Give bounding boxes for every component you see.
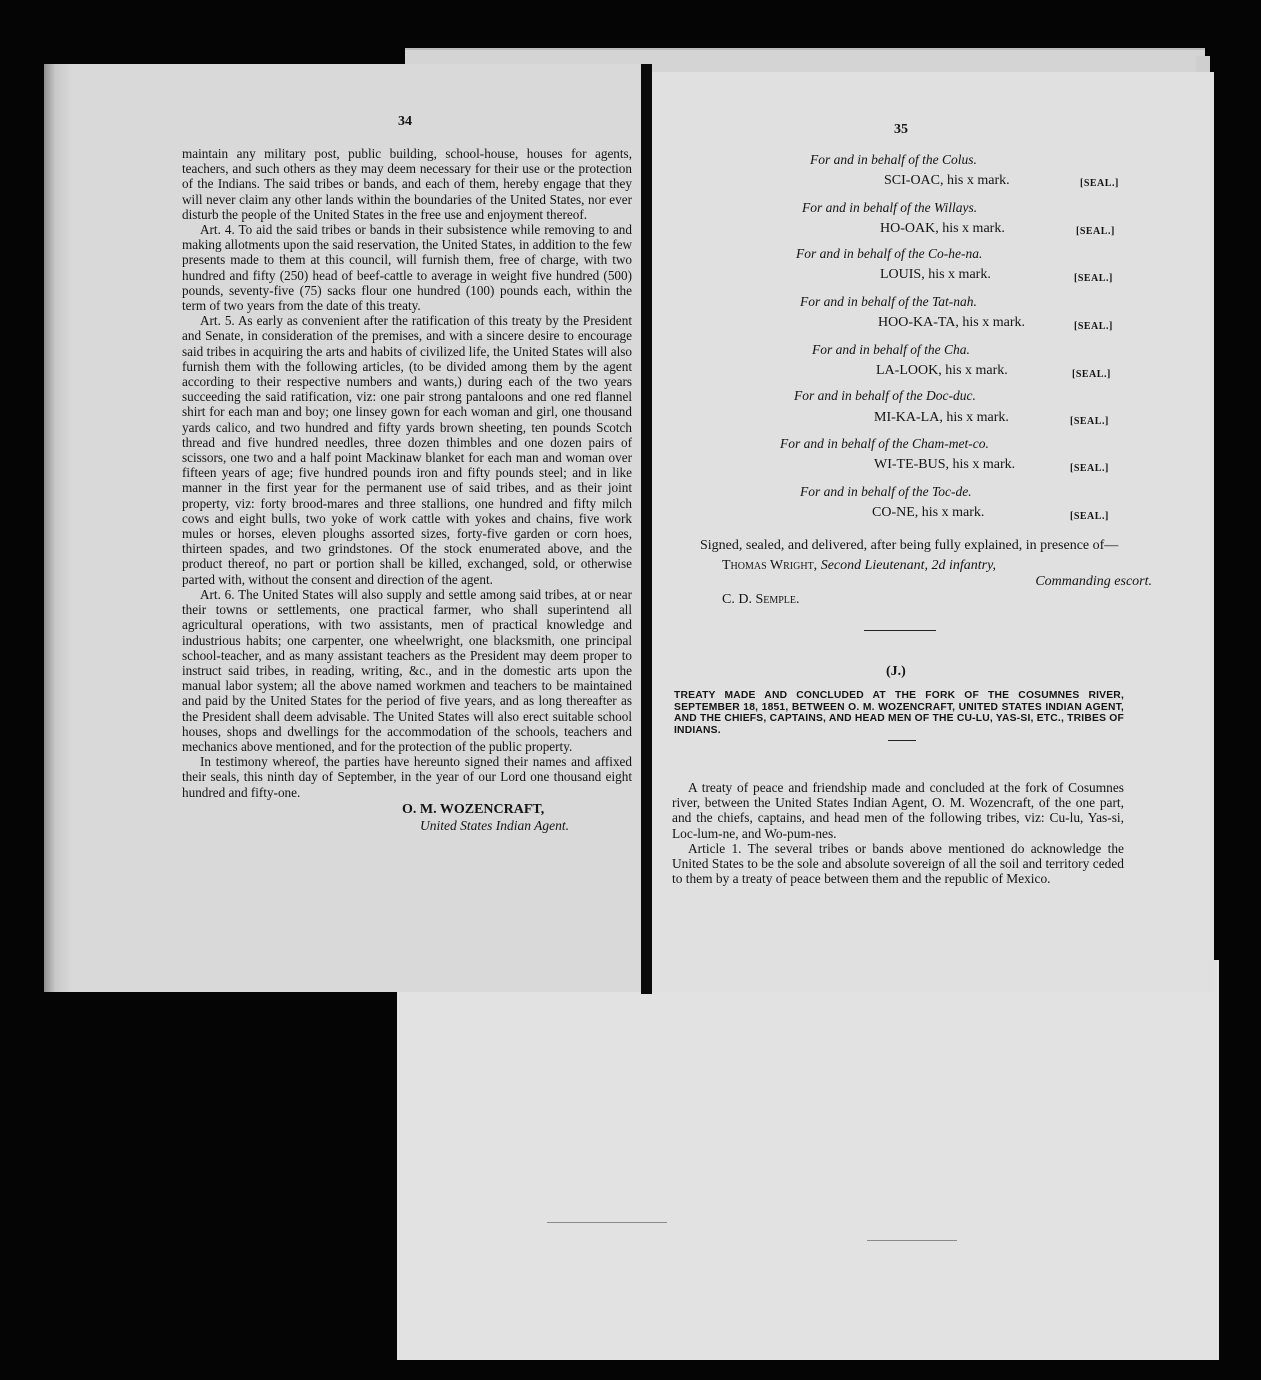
witness-intro: Signed, sealed, and delivered, after being fully explained, in presence of— bbox=[700, 538, 1119, 553]
page-edge-shadow bbox=[44, 64, 72, 992]
witness-block bbox=[678, 538, 1158, 608]
signature-block bbox=[182, 802, 632, 833]
signature-name: O. M. WOZENCRAFT, bbox=[402, 801, 545, 817]
seal-label: [SEAL.] bbox=[1080, 178, 1119, 189]
underlying-sheet bbox=[397, 960, 1219, 1360]
witness-1-role: Commanding escort. bbox=[1035, 574, 1152, 589]
seal-label: [SEAL.] bbox=[1070, 511, 1109, 522]
treaty-body bbox=[672, 780, 1124, 886]
signer-mark: HOO-KA-TA, his x mark. bbox=[878, 315, 1026, 330]
signer-mark: WI-TE-BUS, his x mark. bbox=[874, 457, 1016, 472]
seal-label: [SEAL.] bbox=[1070, 463, 1109, 474]
testimony-paragraph: In testimony whereof, the parties have hereunto signed their names and affixed their seals, this ninth day of September, in the year of our Lord one thousand eight hundred and fifty-one. bbox=[182, 754, 632, 800]
tribe-line: For and in behalf of the Co-he-na. bbox=[796, 246, 983, 261]
seal-label: [SEAL.] bbox=[1070, 416, 1109, 427]
paragraph: maintain any military post, public building, school-house, houses for agents, teachers, and such others as they may deem necessary for their use or the protection of the Indians. The said tribes or bands, and each of them, hereby engage that they will never claim any other lands within the boundaries of the United States, nor ever disturb the people of the United States in the free use and enjoyment thereof. bbox=[182, 146, 632, 222]
signer-mark: MI-KA-LA, his x mark. bbox=[874, 410, 1009, 425]
left-page bbox=[44, 64, 642, 992]
page-number: 34 bbox=[398, 114, 412, 129]
witness-1 bbox=[678, 558, 1158, 574]
section-letter: (J.) bbox=[886, 664, 906, 679]
section-divider bbox=[888, 740, 916, 741]
page-number: 35 bbox=[894, 122, 908, 137]
witness-1-name: Thomas Wright, bbox=[722, 558, 818, 573]
article-1: Article 1. The several tribes or bands above mentioned do acknowledge the United States to be the sole and absolute sovereign of all the soil and territory ceded to them by a treaty of peace between them and the republic of Mexico. bbox=[672, 840, 1124, 887]
left-page-body bbox=[182, 146, 632, 833]
tribe-line: For and in behalf of the Toc-de. bbox=[800, 484, 972, 499]
tribe-line: For and in behalf of the Tat-nah. bbox=[800, 294, 977, 309]
signer-mark: LA-LOOK, his x mark. bbox=[876, 363, 1008, 378]
seal-label: [SEAL.] bbox=[1074, 321, 1113, 332]
signer-mark: HO-OAK, his x mark. bbox=[880, 221, 1005, 236]
witness-2-name: C. D. Semple. bbox=[722, 592, 800, 607]
article-5: Art. 5. As early as convenient after the ratification of this treaty by the President and Senate, in consideration of the premises, and with a sincere desire to encourage said tribes in acquiring the arts and habits of civilized life, the United States will also furnish them with the following articles, (to be divided among them by the agent according to their respective numbers and wants,) during each of the two years succeeding the said ratification, viz: one pair strong pantaloons and one red flannel shirt for each man and boy; one linsey gown for each woman and girl, one thousand yards calico, and two hundred and fifty yards brown sheeting, ten pounds Scotch thread and five hundred needles, three dozen thimbles and one dozen pairs of scissors, one two and a half point Mackinaw blanket for each man and woman over fifteen years of age; five hundred pounds iron and fifty pounds steel; and in like manner in the first year for the permanent use of said tribes, and as their joint property, viz: forty brood-mares and three stallions, one hundred and fifty milch cows and eight bulls, two yoke of work cattle with yokes and chains, five work mules or horses, eleven ploughs assorted sizes, forty-five garden or corn hoes, thirteen spades, and two grindstones. Of the stock enumerated above, and the product thereof, no part or portion shall be killed, exchanged, sold, or otherwise parted with, without the consent and direction of the agent. bbox=[182, 313, 632, 587]
seal-label: [SEAL.] bbox=[1076, 226, 1115, 237]
signer-mark: CO-NE, his x mark. bbox=[872, 505, 985, 520]
tribe-line: For and in behalf of the Cham-met-co. bbox=[780, 436, 989, 451]
treaty-heading: TREATY MADE AND CONCLUDED AT THE FORK OF THE COSUMNES RIVER, SEPTEMBER 18, 1851, BETWEEN O. M. WOZENCRAFT, UNITED STATES INDIAN AGENT, AND THE CHIEFS, CAPTAINS, AND HEAD MEN OF THE CU-LU, YAS-SI, ETC., TRIBES OF INDIANS. bbox=[674, 690, 1124, 736]
tribe-line: For and in behalf of the Willays. bbox=[802, 200, 978, 215]
seal-label: [SEAL.] bbox=[1074, 273, 1113, 284]
section-divider bbox=[864, 630, 936, 631]
signature-title: United States Indian Agent. bbox=[420, 817, 569, 833]
seal-label: [SEAL.] bbox=[1072, 369, 1111, 380]
witness-1-title: Second Lieutenant, 2d infantry, bbox=[820, 558, 997, 573]
tribe-line: For and in behalf of the Cha. bbox=[812, 342, 970, 357]
signer-mark: LOUIS, his x mark. bbox=[880, 267, 991, 282]
book-gutter bbox=[641, 64, 652, 994]
article-6: Art. 6. The United States will also supply and settle among said tribes, at or near their towns or settlements, one practical farmer, who shall superintend all agricultural operations, with two assistants, men of practical knowledge and industrious habits; one carpenter, one wheelwright, one blacksmith, one principal school-teacher, and as many assistant teachers as the President may deem proper to instruct said tribes, in reading, writing, &c., and in the domestic arts upon the manual labor system; all the above named workmen and teachers to be maintained and paid by the United States for the period of five years, and as long thereafter as the President shall deem advisable. The United States will also erect suitable school houses, shops and dwellings for the accommodation of the schools, teachers and mechanics above mentioned, and for the protection of the public property. bbox=[182, 586, 632, 754]
right-page bbox=[652, 72, 1214, 992]
signer-mark: SCI-OAC, his x mark. bbox=[884, 173, 1010, 188]
tribe-line: For and in behalf of the Doc-duc. bbox=[794, 388, 976, 403]
treaty-preamble: A treaty of peace and friendship made and concluded at the fork of Cosumnes river, between the United States Indian Agent, O. M. Wozencraft, of the one part, and the chiefs, captains, and head men of the following tribes, viz: Cu-lu, Yas-si, Loc-lum-ne, and Wo-pum-nes. bbox=[672, 780, 1124, 841]
tribe-line: For and in behalf of the Colus. bbox=[810, 152, 977, 167]
article-4: Art. 4. To aid the said tribes or bands in their subsistence while removing to and making allotments upon the said reservation, the United States, in addition to the few presents made to them at this council, will furnish them, free of charge, with two hundred and fifty (250) head of beef-cattle to average in weight five hundred (500) pounds, seventy-five (75) sacks flour one hundred (100) pounds each, within the term of two years from the date of this treaty. bbox=[182, 222, 632, 314]
